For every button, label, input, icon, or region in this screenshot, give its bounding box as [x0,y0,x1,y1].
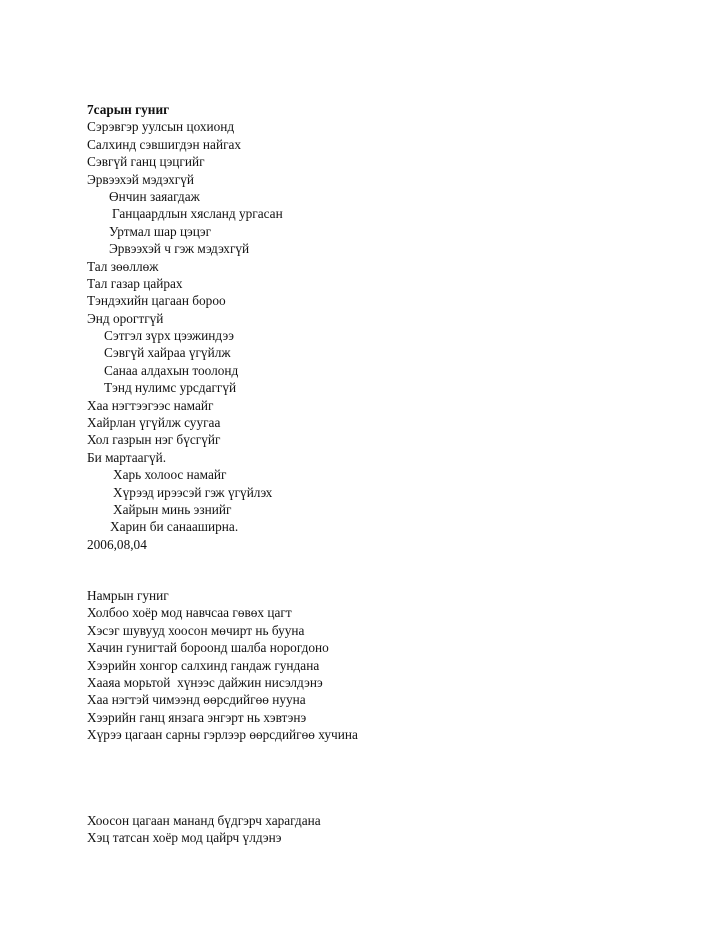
poem-line: Салхинд сэвшигдэн найгах [87,136,242,152]
poem-line: Хаа нэгтэй чимээнд өөрсдийгөө нууна [87,692,306,708]
poem-line: Тэнд нулимс урсдаггүй [104,380,237,396]
poem-line: Хэсэг шувууд хоосон мөчирт нь бууна [87,622,305,638]
poem-line: Тал зөөллөж [87,258,159,274]
poem-line: Хааяа морьтой хүнээс дайжин нисэлдэнэ [87,674,323,690]
poem-line: Уртмал шар цэцэг [109,223,212,239]
poem-second [87,587,358,744]
poem-line: Ганцаардлын хясланд ургасан [112,206,283,222]
poem-line: Сэвгүй хайраа үгүйлж [104,345,231,361]
poem-line: Холбоо хоёр мод навчсаа гөвөх цагт [87,605,292,621]
poem-first [87,101,283,553]
poem-line: Хаа нэгтээгээс намайг [87,397,214,413]
poem-line: Харь холоос намайг [113,467,227,483]
poem-line: Хээрийн хонгор салхинд гандаж гундана [87,657,320,673]
poem-line: Хүрээ цагаан сарны гэрлээр өөрсдийгөө хучина [87,727,358,743]
poem-date: 2006,08,04 [87,536,147,552]
poem-line: Санаа алдахын тоолонд [104,362,239,378]
poem-line: Хүрээд ирээсэй гэж үгүйлэх [113,484,273,500]
poem-line: Хээрийн ганц янзага энгэрт нь хэвтэнэ [87,709,307,725]
poem-line: Сэтгэл зүрх цээжиндээ [104,328,234,344]
poem-line: Энд орогтгүй [87,310,164,326]
poem-line: Хоосон цагаан мананд бүдгэрч харагдана [87,813,321,828]
poem-line: Хайрын минь эзнийг [113,501,232,517]
poem-third [87,812,321,847]
poem-line: Тал газар цайрах [87,275,183,291]
poem-line: Өнчин заяагдаж [109,188,200,204]
poem-title: 7сарын гуниг [87,102,170,117]
poem-line: Би мартаагүй. [87,449,167,465]
poem-line: Хэц татсан хоёр мод цайрч үлдэнэ [87,830,282,846]
poem-line: Сэрэвгэр уулсын цохионд [87,119,235,135]
poem-line: Тэндэхийн цагаан бороо [87,293,226,309]
poem-line: Хол газрын нэг бүсгүйг [87,432,221,448]
poem-line: Харин би санааширна. [110,519,239,535]
poem-title: Намрын гуниг [87,588,169,603]
poem-line: Хайрлан үгүйлж суугаа [87,415,221,431]
poem-line: Эрвээхэй мэдэхгүй [87,171,194,187]
poem-line: Сэвгүй ганц цэцгийг [87,154,205,170]
poem-line: Эрвээхэй ч гэж мэдэхгүй [109,241,250,257]
poem-line: Хачин гунигтай бороонд шалба норогдоно [87,640,329,656]
